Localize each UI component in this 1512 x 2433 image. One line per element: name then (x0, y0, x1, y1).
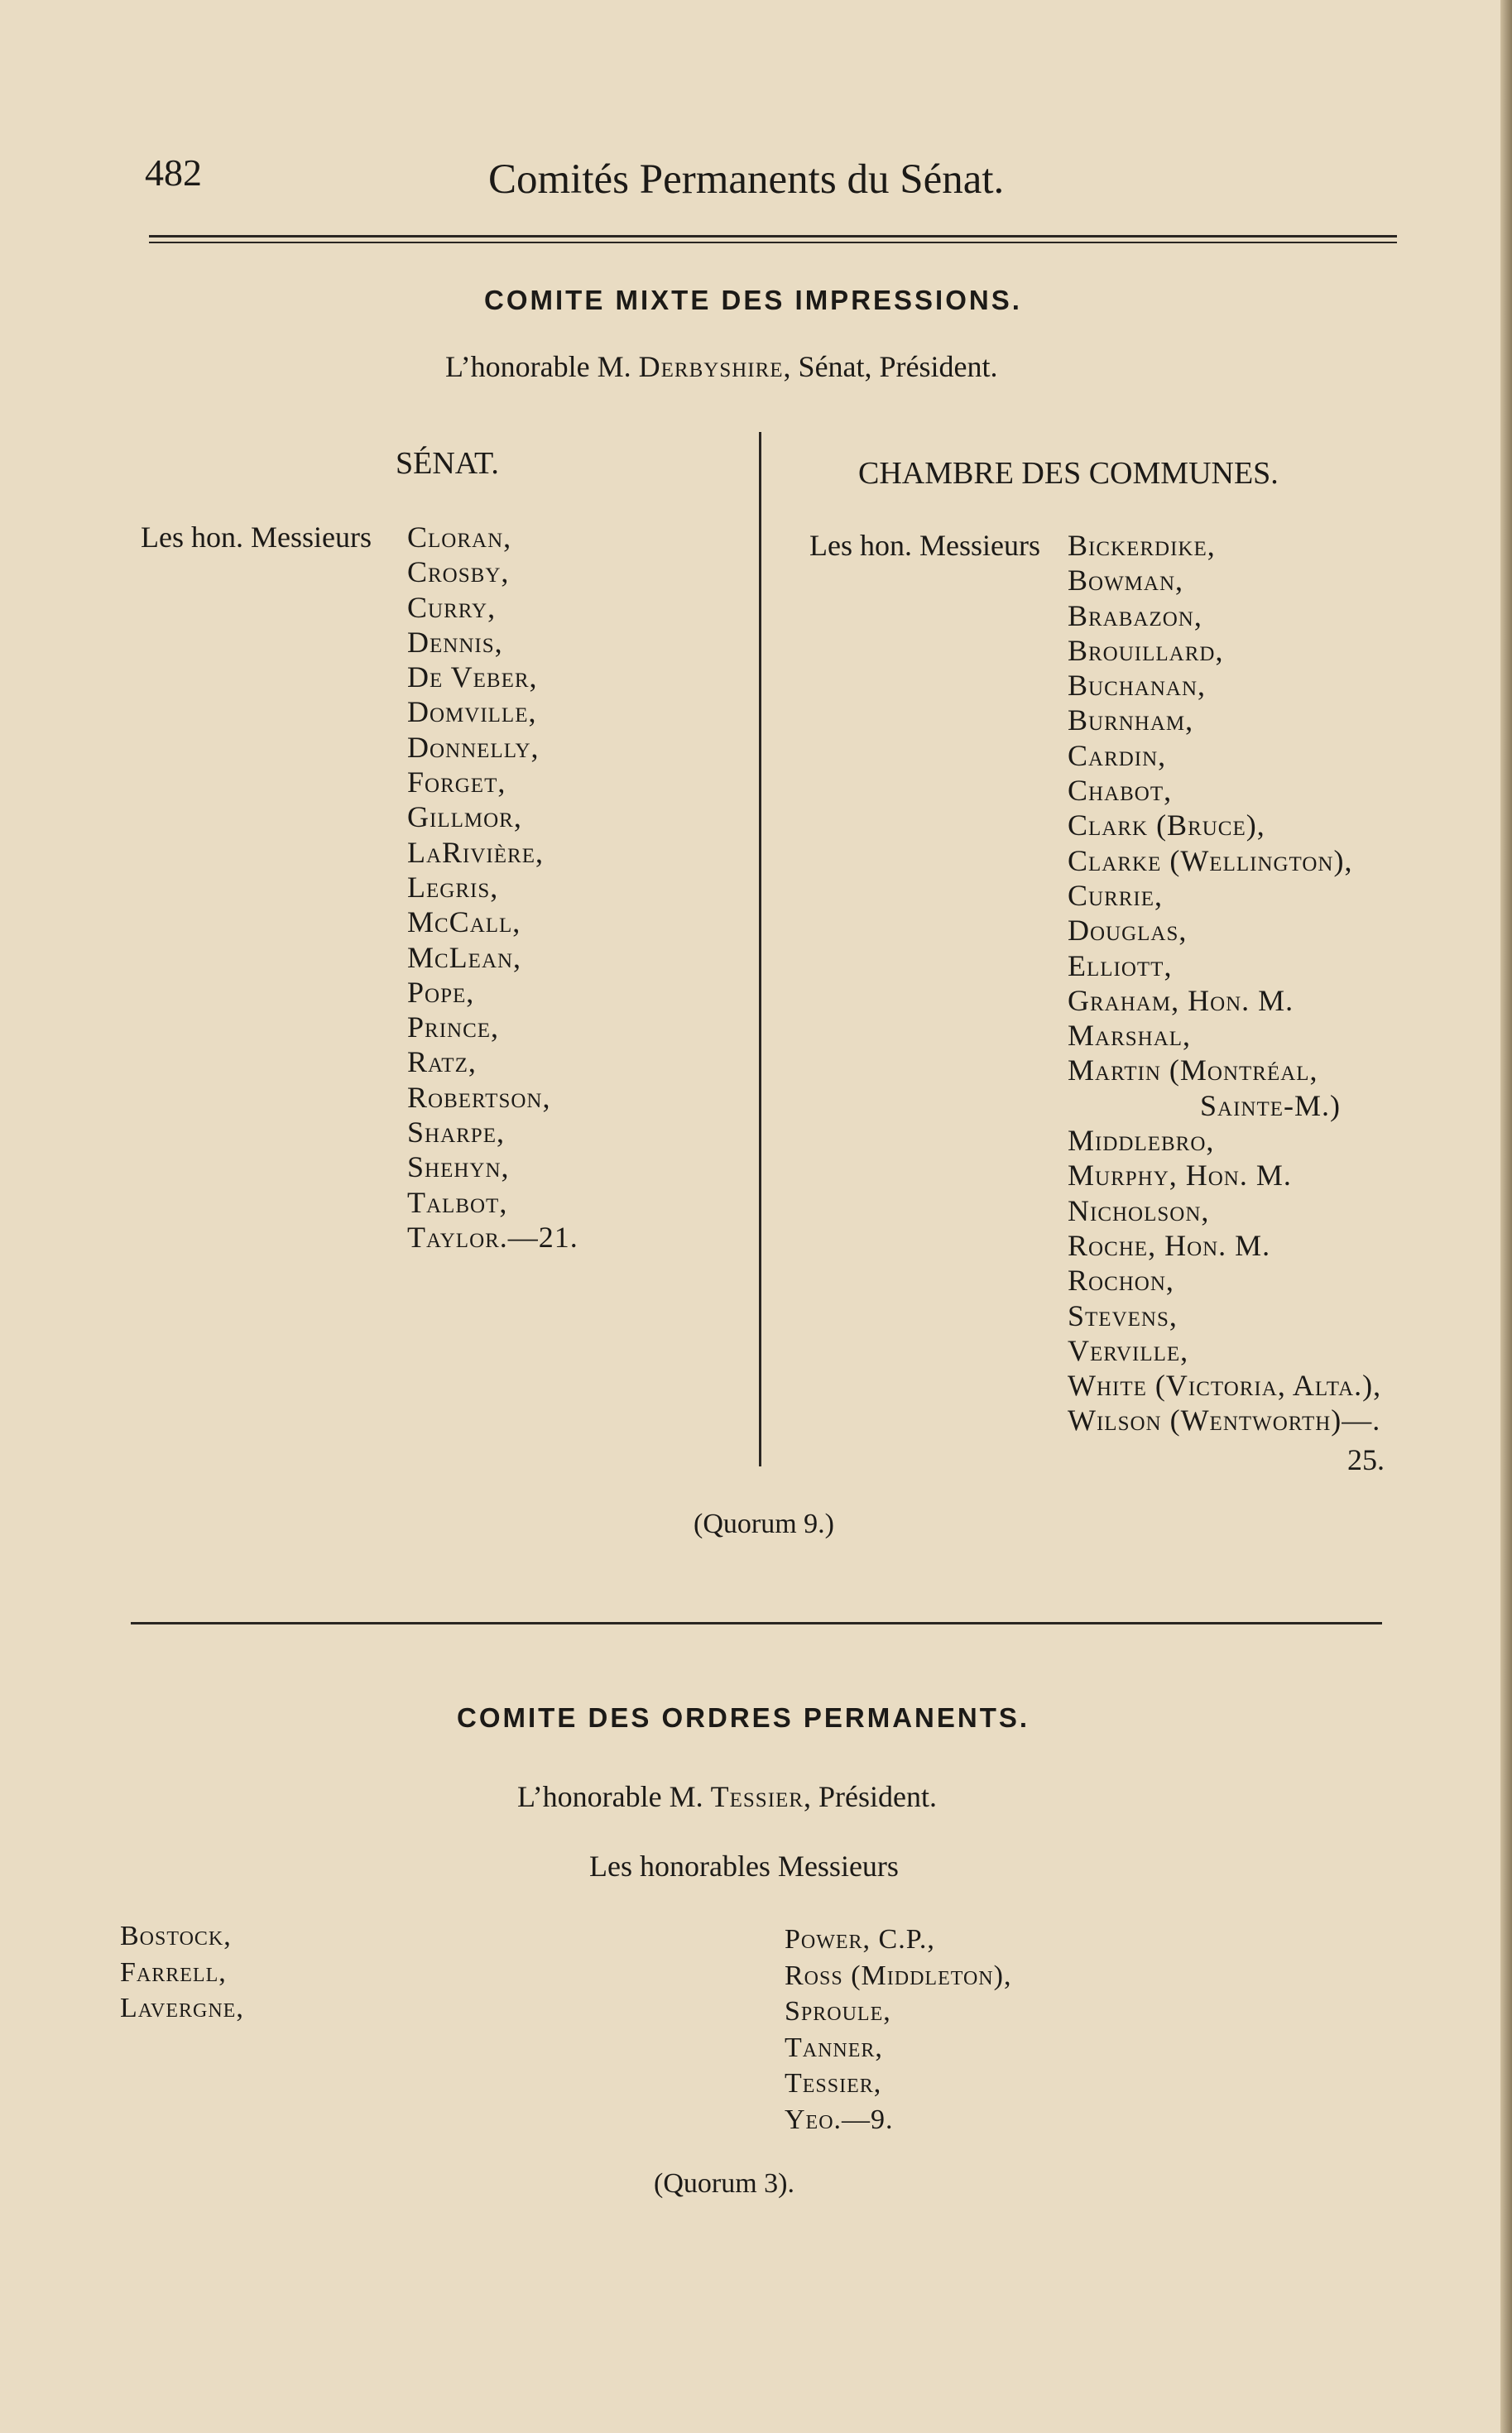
list-item: Clarke (Wellington), (1068, 843, 1353, 877)
list-item: Brouillard, (1068, 633, 1224, 667)
president-name: Tessier (710, 1780, 804, 1813)
list-item: Ross (Middleton), (785, 1960, 1012, 1991)
list-item: Pope, (407, 975, 475, 1009)
list-item: McCall, (407, 905, 521, 939)
committee2-left-list (120, 1918, 244, 2027)
list-item: De Veber, (407, 660, 538, 694)
list-item: McLean, (407, 940, 522, 974)
list-item: Rochon, (1068, 1264, 1174, 1298)
list-item: Chabot, (1068, 774, 1173, 808)
list-item: Sharpe, (407, 1116, 505, 1149)
list-item: Brabazon, (1068, 598, 1202, 632)
president-prefix: L’honorable M. (445, 350, 631, 383)
committee2-right-list (785, 1922, 1011, 2138)
list-item: Domville, (407, 695, 537, 729)
list-item: Prince, (407, 1010, 500, 1044)
list-item: Murphy, Hon. M. (1068, 1159, 1292, 1193)
list-item: Shehyn, (407, 1150, 510, 1184)
list-item: White (Victoria, Alta.), (1068, 1369, 1382, 1403)
list-item: Stevens, (1068, 1298, 1178, 1332)
commons-heading: CHAMBRE DES COMMUNES. (858, 456, 1279, 491)
committee2-quorum: (Quorum 3). (654, 2168, 794, 2199)
list-item: Bickerdike, (1068, 529, 1216, 562)
commons-member-list (1068, 528, 1381, 1438)
commons-total: 25. (1347, 1443, 1385, 1476)
list-item: Forget, (407, 765, 506, 799)
list-item: Graham, Hon. M. (1068, 983, 1294, 1017)
running-title: Comités Permanents du Sénat. (488, 156, 1005, 203)
senate-intro: Les hon. Messieurs (141, 521, 372, 554)
committee1-quorum: (Quorum 9.) (694, 1509, 834, 1539)
committee2-intro: Les honorables Messieurs (589, 1850, 899, 1883)
committee2-president (517, 1779, 937, 1814)
committee1-title: COMITE MIXTE DES IMPRESSIONS. (484, 285, 1022, 315)
list-item: Tessier, (785, 2068, 882, 2099)
list-item: Currie, (1068, 878, 1164, 912)
president-name: Derbyshire (638, 350, 784, 383)
page-edge-shadow (1500, 0, 1512, 2433)
list-item: Legris, (407, 870, 499, 904)
list-item: Middlebro, (1068, 1124, 1215, 1158)
commons-intro: Les hon. Messieurs (809, 529, 1040, 562)
president-suffix: , Sénat, Président. (783, 350, 998, 383)
president-prefix: L’honorable M. (517, 1780, 703, 1813)
list-item: Sproule, (785, 1996, 891, 2027)
list-item: Robertson, (407, 1080, 551, 1114)
list-item: Talbot, (407, 1185, 508, 1219)
column-divider (759, 432, 761, 1466)
list-item: Burnham, (1068, 703, 1194, 737)
committee2-title: COMITE DES ORDRES PERMANENTS. (457, 1702, 1030, 1733)
header-rule (149, 235, 1397, 243)
list-item: Roche, Hon. M. (1068, 1228, 1271, 1262)
list-item: Sainte-M.) (1200, 1088, 1341, 1122)
list-item: Crosby, (407, 555, 510, 589)
list-item: Cloran, (407, 521, 512, 554)
list-item: Taylor.—21. (407, 1220, 578, 1254)
page-number: 482 (145, 151, 202, 194)
list-item: Cardin, (1068, 738, 1167, 772)
president-suffix: , Président. (803, 1780, 937, 1813)
list-item: Lavergne, (120, 1993, 244, 2023)
list-item: Yeo.—9. (785, 2104, 894, 2135)
list-item: Gillmor, (407, 800, 522, 834)
list-item: Donnelly, (407, 730, 540, 764)
senate-heading: SÉNAT. (396, 446, 499, 481)
committee1-president (445, 349, 998, 384)
section-rule (131, 1622, 1382, 1624)
list-item: Elliott, (1068, 948, 1173, 982)
senate-member-list (407, 520, 578, 1255)
list-item: Wilson (Wentworth)—. (1068, 1404, 1381, 1437)
list-item: Curry, (407, 590, 497, 624)
list-item: Martin (Montréal, (1068, 1053, 1318, 1087)
list-item: Douglas, (1068, 914, 1188, 948)
list-item: Dennis, (407, 625, 503, 659)
list-item: Farrell, (120, 1956, 227, 1988)
list-item: Clark (Bruce), (1068, 809, 1265, 842)
list-item: LaRivière, (407, 835, 544, 869)
list-item: Marshal, (1068, 1019, 1192, 1053)
list-item: Nicholson, (1068, 1193, 1210, 1227)
list-item: Verville, (1068, 1333, 1189, 1367)
list-item: Tanner, (785, 2032, 883, 2063)
list-item: Bowman, (1068, 564, 1183, 597)
list-item: Buchanan, (1068, 669, 1207, 703)
list-item: Ratz, (407, 1045, 477, 1079)
list-item: Bostock, (120, 1921, 232, 1951)
list-item: Power, C.P., (785, 1924, 935, 1955)
